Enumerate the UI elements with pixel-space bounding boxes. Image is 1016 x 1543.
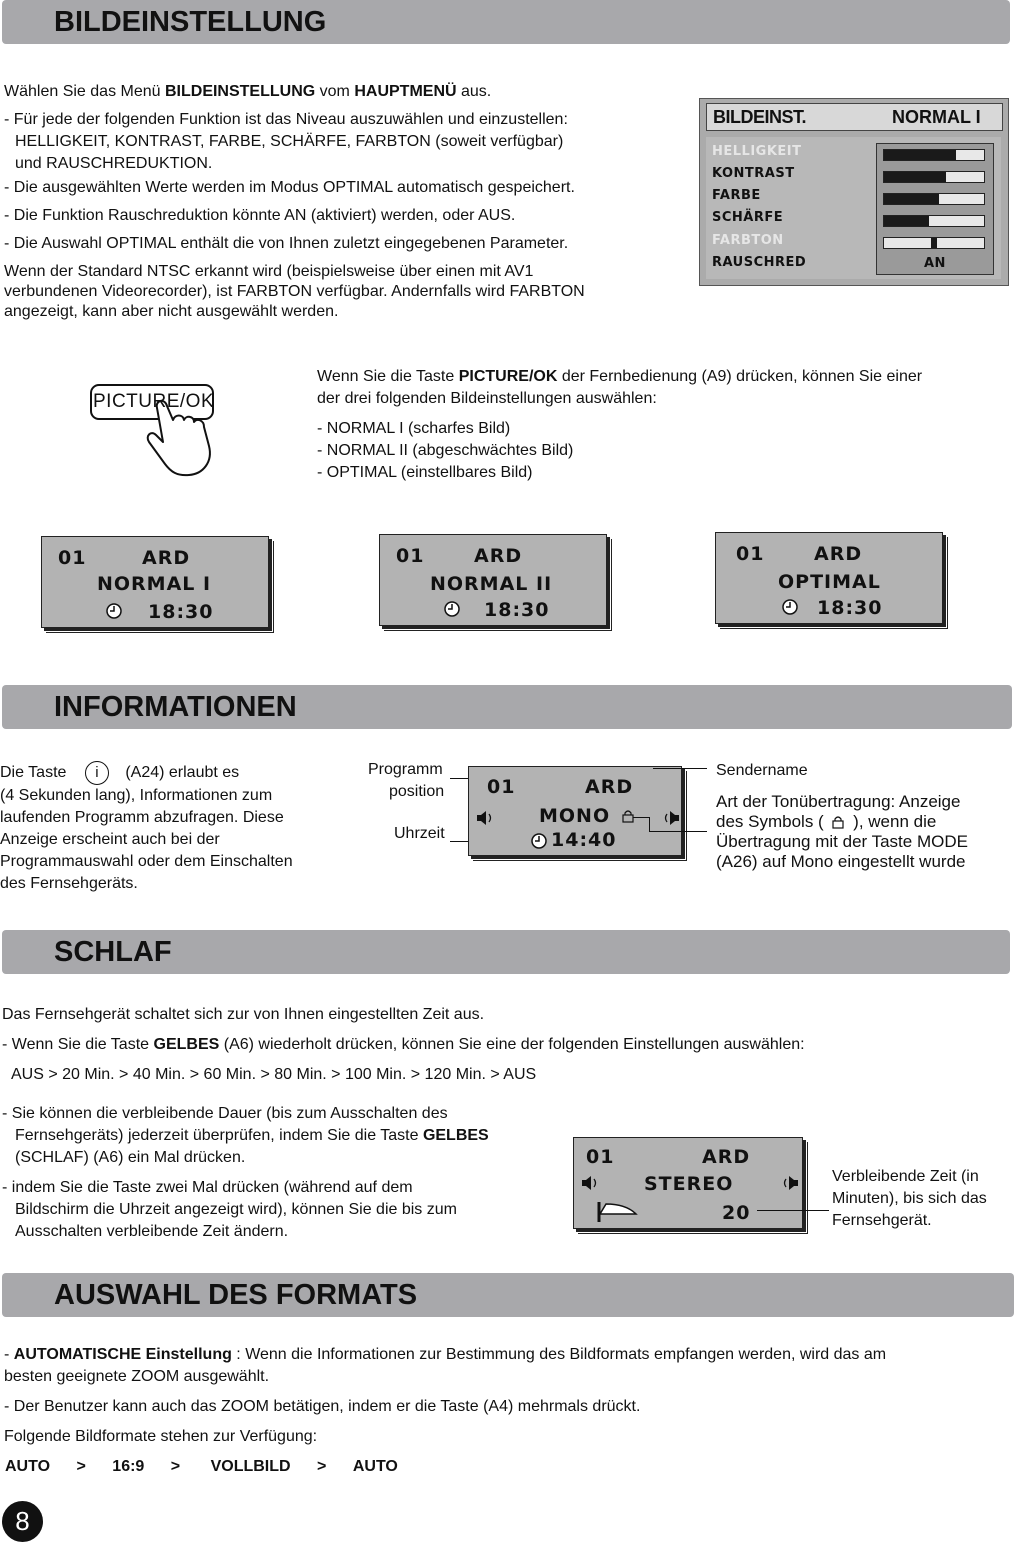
osd-screen-optimal [715, 532, 943, 624]
schlaf-b2-line1: - indem Sie die Taste zwei Mal drücken (während auf dem [2, 1179, 413, 1196]
menu-mode: NORMAL I [892, 107, 981, 127]
bild-paragraph-3: - Die Funktion Rauschreduktion könnte AN (aktiviert) werden, oder AUS. [4, 207, 516, 224]
format-line1 [4, 1344, 886, 1366]
menu-slider-column [876, 143, 994, 275]
slider-center-marker [931, 238, 937, 248]
info-osd-audio: MONO [539, 805, 611, 827]
sound-description [716, 792, 968, 872]
schlaf-callout-line3: Fernsehgerät. [832, 1212, 932, 1229]
menu-label-helligkeit[interactable]: HELLIGKEIT [712, 144, 802, 159]
sound-line1: Art der Tonübertragung: Anzeige [716, 792, 961, 811]
callout-line-sound [633, 817, 649, 818]
sound-line2 [716, 812, 968, 832]
bild-p1-line3: und RAUSCHREDUKTION. [15, 155, 213, 172]
schlaf-b1-line3: (SCHLAF) (A6) ein Mal drücken. [15, 1149, 246, 1166]
format-dash: - [4, 1346, 14, 1363]
schlaf-sequence: AUS > 20 Min. > 40 Min. > 60 Min. > 80 Min. > 100 Min. > 120 Min. > AUS [11, 1066, 537, 1083]
label-uhrzeit: Uhrzeit [394, 825, 445, 842]
format-line3: - Der Benutzer kann auch das ZOOM betätigen, indem er die Taste (A4) mehrmals drückt. [4, 1398, 641, 1415]
format-auto: AUTO [5, 1458, 51, 1475]
slider-fill [884, 216, 929, 226]
format-16-9: 16:9 [112, 1458, 145, 1475]
menu-label-schaerfe[interactable]: SCHÄRFE [712, 210, 784, 225]
sound-line3: Übertragung mit der Taste MODE [716, 832, 968, 851]
label-sendername: Sendername [716, 762, 808, 779]
format-vollbild: VOLLBILD [210, 1458, 291, 1475]
picture-bold: PICTURE/OK [458, 368, 558, 385]
intro-post: aus. [456, 83, 492, 100]
schlaf-callout-line2: Minuten), bis sich das [832, 1190, 987, 1207]
schlaf-callout [832, 1166, 987, 1232]
info-osd-station: ARD [585, 776, 634, 798]
osd-mode: NORMAL II [430, 573, 553, 595]
intro-pre: Wählen Sie das Menü [4, 83, 165, 100]
picture-ok-button[interactable]: PICTURE/OK [93, 391, 215, 412]
sound-line4: (A26) auf Mono eingestellt wurde [716, 852, 966, 871]
bild-paragraph-1 [4, 109, 568, 175]
schlaf-b1-l2-pre: Fernsehgeräts) jederzeit überprüfen, indem Sie die Taste [15, 1127, 423, 1144]
osd-screen-normal-1 [41, 536, 269, 628]
info-text [0, 761, 293, 895]
speaker-left-icon [580, 1174, 602, 1192]
sound-line2-post: ), wenn die [853, 812, 937, 831]
info-line6: des Fernsehgeräts. [0, 875, 138, 892]
slider-fill [884, 172, 946, 182]
picture-text [317, 366, 922, 410]
menu-label-rauschred[interactable]: RAUSCHRED [712, 255, 807, 270]
rauschred-value: AN [924, 256, 946, 271]
section-header-informationen [2, 685, 1012, 729]
osd-time: 18:30 [817, 597, 883, 619]
format-line4: Folgende Bildformate stehen zur Verfügung: [4, 1428, 318, 1445]
callout-line-remaining [757, 1210, 829, 1211]
format-auto-2: AUTO [352, 1458, 398, 1475]
osd-mode: NORMAL I [97, 573, 212, 595]
speaker-right-icon [778, 1174, 800, 1192]
intro-bold-menu: BILDEINSTELLUNG [164, 83, 316, 100]
sleep-timer-icon [596, 1200, 640, 1224]
bild-p1-line1: - Für jede der folgenden Funktion ist das Niveau auszuwählen und einzustellen: [4, 111, 568, 128]
schlaf-osd-audio: STEREO [644, 1173, 734, 1195]
info-line5: Programmauswahl oder dem Einschalten [0, 853, 293, 870]
picture-option-2: - NORMAL II (abgeschwächtes Bild) [317, 442, 574, 459]
picture-text-line1 [317, 366, 922, 388]
picture-post: der Fernbedienung (A9) drücken, können Sie einer [557, 368, 923, 385]
slider-fill [884, 150, 956, 160]
schlaf-l1-bold: GELBES [153, 1036, 220, 1053]
menu-title-bar [706, 103, 1003, 131]
lock-icon [621, 809, 635, 823]
callout-line-sound-h2 [649, 831, 707, 832]
info-line4: Anzeige erscheint auch bei der [0, 831, 220, 848]
menu-label-farbe[interactable]: FARBE [712, 188, 761, 203]
schlaf-osd-channel: 01 [586, 1146, 615, 1168]
info-line2: (4 Sekunden lang), Informationen zum [0, 787, 273, 804]
osd-channel: 01 [58, 547, 87, 569]
format-l1-bold: AUTOMATISCHE Einstellung [13, 1346, 232, 1363]
label-position: position [389, 783, 445, 800]
menu-label-farbton[interactable]: FARBTON [712, 233, 784, 248]
schlaf-bullet-1 [2, 1103, 489, 1169]
callout-line-sound-v [649, 817, 650, 831]
picture-text-line2: der drei folgenden Bildeinstellungen auswählen: [317, 390, 657, 407]
schlaf-b1-line1: - Sie können die verbleibende Dauer (bis zum Ausschalten des [2, 1105, 448, 1122]
lock-symbol-icon [828, 812, 848, 832]
slider-farbton[interactable] [883, 237, 985, 249]
section-header-bildeinstellung [2, 0, 1010, 44]
slider-schaerfe[interactable] [883, 215, 985, 227]
picture-pre: Wenn Sie die Taste [317, 368, 459, 385]
label-programm: Programm [368, 761, 443, 778]
section-header-format [2, 1273, 1014, 1317]
info-osd-channel: 01 [487, 776, 516, 798]
schlaf-intro: Das Fernsehgerät schaltet sich zur von Ihnen eingestellten Zeit aus. [2, 1006, 485, 1023]
osd-time: 18:30 [484, 599, 550, 621]
format-sequence [5, 1456, 398, 1478]
osd-screen-normal-2 [379, 534, 607, 626]
menu-rows-area [706, 137, 1001, 279]
info-line3: laufenden Programm abzufragen. Diese [0, 809, 284, 826]
clock-icon [531, 833, 547, 849]
clock-icon [444, 601, 460, 617]
osd-mode: OPTIMAL [778, 571, 881, 593]
osd-channel: 01 [736, 543, 765, 565]
format-l1-post: : Wenn die Informationen zur Bestimmung des Bildformats empfangen werden, wird das am [231, 1346, 887, 1363]
intro-bold-main: HAUPTMENÜ [354, 83, 457, 100]
menu-title: BILDEINST. [713, 107, 807, 127]
intro-text [4, 81, 491, 103]
slider-kontrast[interactable] [883, 171, 985, 183]
bild-paragraph-2: - Die ausgewählten Werte werden im Modus OPTIMAL automatisch gespeichert. [4, 179, 575, 196]
osd-channel: 01 [396, 545, 425, 567]
picture-option-3: - OPTIMAL (einstellbares Bild) [317, 464, 533, 481]
schlaf-b1-l2-bold: GELBES [422, 1127, 489, 1144]
section-title: BILDEINSTELLUNG [54, 6, 327, 38]
schlaf-b2-line3: Ausschalten verbleibende Zeit ändern. [15, 1223, 289, 1240]
speaker-left-icon [475, 809, 497, 827]
format-sep: > [170, 1458, 181, 1475]
format-line2: besten geeignete ZOOM ausgewählt. [4, 1368, 270, 1385]
bild-p5-line2: verbundenen Videorecorder), ist FARBTON verfügbar. Andernfalls wird FARBTON [4, 283, 585, 300]
sound-line2-pre: des Symbols ( [716, 812, 824, 831]
slider-helligkeit[interactable] [883, 149, 985, 161]
info-line1 [0, 761, 293, 785]
osd-time: 18:30 [148, 601, 214, 623]
page-number-badge [2, 1501, 43, 1542]
schlaf-bullet-2 [2, 1177, 457, 1243]
bild-p5-line1: Wenn der Standard NTSC erkannt wird (beispielsweise über einen mit AV1 [4, 263, 534, 280]
info-line1-post: (A24) erlaubt es [125, 764, 240, 781]
section-title: INFORMATIONEN [54, 691, 297, 723]
osd-station: ARD [142, 547, 191, 569]
picture-option-1: - NORMAL I (scharfes Bild) [317, 420, 511, 437]
bild-paragraph-4: - Die Auswahl OPTIMAL enthält die von Ihnen zuletzt eingegebenen Parameter. [4, 235, 569, 252]
format-sep: > [76, 1458, 86, 1475]
slider-fill [884, 194, 939, 204]
section-title: SCHLAF [54, 936, 172, 968]
info-key-icon: i [85, 761, 109, 785]
format-sep: > [317, 1458, 327, 1475]
callout-line-sendername [653, 768, 707, 769]
section-header-schlaf [2, 930, 1010, 974]
schlaf-osd-screen [573, 1137, 803, 1229]
intro-mid: vom [315, 83, 355, 100]
bild-paragraph-5 [4, 262, 585, 322]
schlaf-osd-minutes: 20 [722, 1202, 751, 1224]
schlaf-callout-line1: Verbleibende Zeit (in [832, 1168, 979, 1185]
schlaf-l1-pre: - Wenn Sie die Taste [2, 1036, 154, 1053]
speaker-right-icon [659, 809, 681, 827]
clock-icon [782, 599, 798, 615]
schlaf-b2-line2: Bildschirm die Uhrzeit angezeigt wird), können Sie die bis zum [15, 1201, 457, 1218]
schlaf-osd-station: ARD [702, 1146, 751, 1168]
bild-p1-line2: HELLIGKEIT, KONTRAST, FARBE, SCHÄRFE, FARBTON (soweit verfügbar) [15, 133, 564, 150]
bildeinst-menu-panel [699, 98, 1009, 286]
osd-station: ARD [814, 543, 863, 565]
bild-p5-line3: angezeigt, kann aber nicht ausgewählt werden. [4, 303, 339, 320]
clock-icon [106, 603, 122, 619]
schlaf-line1 [2, 1034, 805, 1056]
osd-station: ARD [474, 545, 523, 567]
info-osd-time: 14:40 [551, 829, 617, 851]
info-line1-pre: Die Taste [0, 764, 67, 781]
slider-farbe[interactable] [883, 193, 985, 205]
info-osd-screen [468, 766, 682, 856]
page-number: 8 [15, 1506, 30, 1536]
schlaf-l1-post: (A6) wiederholt drücken, können Sie eine der folgenden Einstellungen auswählen: [219, 1036, 805, 1053]
schlaf-b1-line2 [2, 1125, 489, 1147]
section-title: AUSWAHL DES FORMATS [54, 1279, 418, 1311]
menu-label-kontrast[interactable]: KONTRAST [712, 166, 795, 181]
